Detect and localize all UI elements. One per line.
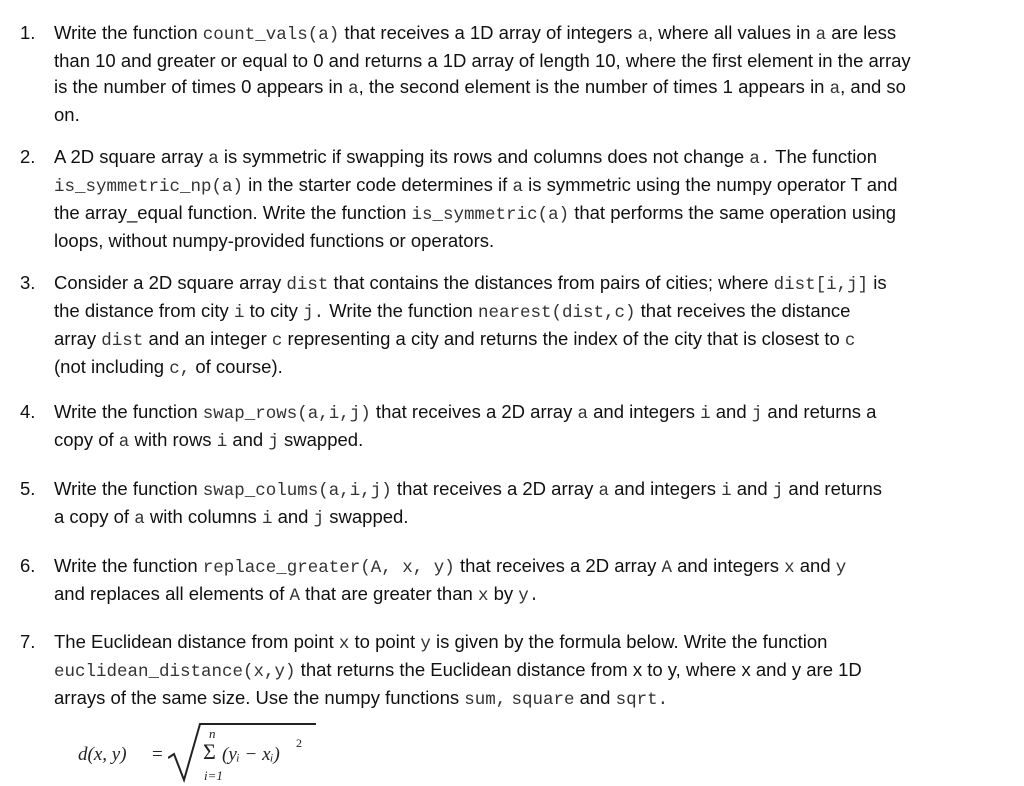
text-line <box>54 144 1004 172</box>
code-span: a <box>577 404 588 424</box>
text-span: and <box>710 401 752 422</box>
item-number: 1. <box>20 22 36 43</box>
code-span: y. <box>518 586 540 606</box>
text-span: is symmetric using the numpy operator T and <box>522 174 898 195</box>
code-span: y <box>835 558 847 578</box>
text-span: are less <box>826 22 897 43</box>
text-span: of course). <box>190 356 283 377</box>
code-span: j. <box>303 303 325 323</box>
text-line <box>54 172 1004 200</box>
text-span: representing a city and returns the index of the city that is closest to <box>282 328 845 349</box>
text-span: and returns a <box>762 401 877 422</box>
code-span: j <box>313 509 325 529</box>
code-span: i <box>216 432 228 452</box>
code-span: is_symmetric_np(a) <box>54 177 244 197</box>
text-span: and integers <box>587 401 701 422</box>
text-span: to point <box>349 631 421 652</box>
code-span: a <box>134 509 145 529</box>
text-span: and returns <box>783 478 883 499</box>
text-line <box>54 200 1004 228</box>
text-span: and <box>574 687 616 708</box>
text-span: in the starter code determines if <box>243 174 513 195</box>
text-span: Write the function <box>54 22 203 43</box>
text-line <box>54 553 1004 581</box>
item-text <box>54 476 1004 532</box>
text-span: Write the function <box>54 555 203 576</box>
code-span: j <box>772 481 784 501</box>
code-span: x <box>338 634 350 654</box>
item-number: 4. <box>20 401 36 422</box>
text-span: by <box>488 583 519 604</box>
code-span: j <box>268 432 279 452</box>
text-span: and <box>794 555 836 576</box>
text-span: and an integer <box>143 328 272 349</box>
code-span: a <box>815 25 827 45</box>
code-span: a <box>512 177 523 197</box>
code-span: x <box>477 586 489 606</box>
text-span: that receives the distance <box>635 300 851 321</box>
item-number: 6. <box>20 555 36 576</box>
text-span: is given by the formula below. Write the function <box>430 631 828 652</box>
text-line <box>54 504 1004 532</box>
item-number: 3. <box>20 272 36 293</box>
text-span: Consider a 2D square array <box>54 272 287 293</box>
text-span: with columns <box>144 506 262 527</box>
text-span: than 10 and greater or equal to 0 and returns a 1D array of length 10, where the first element in the array <box>54 50 911 71</box>
text-span: loops, without numpy-provided functions or operators. <box>54 230 495 251</box>
text-span: (not including <box>54 356 170 377</box>
text-line <box>54 298 1004 326</box>
text-line <box>54 657 1004 685</box>
text-span: that are greater than <box>300 583 478 604</box>
code-span: dist[i,j] <box>773 275 869 295</box>
code-span: i <box>721 481 732 501</box>
text-line <box>54 20 1004 48</box>
text-line <box>54 354 1004 382</box>
text-span: is the number of times 0 appears in <box>54 76 349 97</box>
item-number: 2. <box>20 146 36 167</box>
item-text <box>54 399 1004 455</box>
text-line <box>54 476 1004 504</box>
euclidean-formula <box>78 722 338 786</box>
text-span: Write the function <box>54 478 203 499</box>
text-span: and replaces all elements of <box>54 583 290 604</box>
text-span: on. <box>54 104 80 125</box>
text-span: to city <box>244 300 304 321</box>
text-span: , and so <box>840 76 906 97</box>
text-line <box>54 74 1004 102</box>
code-span: dist <box>101 331 144 351</box>
code-span: sum, <box>464 690 507 710</box>
code-span: a. <box>749 149 771 169</box>
text-span: Write the function <box>324 300 478 321</box>
code-span: j <box>751 404 763 424</box>
text-span: that performs the same operation using <box>569 202 897 223</box>
text-span: array <box>54 328 102 349</box>
text-line <box>54 102 1004 128</box>
text-span: that contains the distances from pairs of cities; where <box>328 272 774 293</box>
code-span: i <box>261 509 273 529</box>
text-span: swapped. <box>278 429 364 450</box>
text-span: The Euclidean distance from point <box>54 631 339 652</box>
item-number: 5. <box>20 478 36 499</box>
text-span: and <box>731 478 773 499</box>
item-text <box>54 144 1004 254</box>
text-line <box>54 326 1004 354</box>
item-text <box>54 20 1004 128</box>
text-line <box>54 581 1004 609</box>
code-span: y <box>420 634 431 654</box>
code-span: i <box>233 303 245 323</box>
text-line <box>54 629 1004 657</box>
exponent: 2 <box>296 736 302 750</box>
code-span: is_symmetric(a) <box>411 205 570 225</box>
text-span: that receives a 1D array of integers <box>339 22 638 43</box>
item-number: 7. <box>20 631 36 652</box>
code-span: i <box>700 404 711 424</box>
text-span: that receives a 2D array <box>454 555 662 576</box>
text-line <box>54 399 1004 427</box>
code-span: a <box>637 25 649 45</box>
code-span: square <box>511 690 575 710</box>
text-line <box>54 48 1004 74</box>
code-span: sqrt. <box>615 690 669 710</box>
code-span: dist <box>286 275 329 295</box>
code-span: nearest(dist,c) <box>477 303 636 323</box>
text-span: that receives a 2D array <box>370 401 578 422</box>
text-span: copy of <box>54 429 119 450</box>
item-text <box>54 553 1004 609</box>
text-span: a copy of <box>54 506 135 527</box>
code-span: a <box>598 481 609 501</box>
sum-upper-limit: n <box>209 726 216 741</box>
text-line <box>54 228 1004 254</box>
code-span: c <box>844 331 856 351</box>
item-text <box>54 270 1004 382</box>
text-line <box>54 685 1004 713</box>
text-span: , the second element is the number of times 1 appears in <box>358 76 830 97</box>
sum-lower-limit: i=1 <box>204 768 223 783</box>
formula-lhs: d(x, y) <box>78 744 127 765</box>
text-span: that returns the Euclidean distance from x to y, where x and y are 1D <box>295 659 862 680</box>
text-span: swapped. <box>324 506 409 527</box>
text-line <box>54 270 1004 298</box>
code-span: c, <box>169 359 191 379</box>
code-span: c <box>271 331 283 351</box>
text-span: is symmetric if swapping its rows and columns does not change <box>218 146 750 167</box>
text-span: and <box>227 429 269 450</box>
text-span: A 2D square array <box>54 146 209 167</box>
code-span: replace_greater(A, x, y) <box>202 558 455 578</box>
text-span: and <box>272 506 314 527</box>
text-span: , where all values in <box>648 22 816 43</box>
text-span: The function <box>770 146 877 167</box>
code-span: swap_colums(a,i,j) <box>202 481 392 501</box>
text-span: is <box>868 272 887 293</box>
sigma-symbol: Σ <box>203 739 216 764</box>
text-span: that receives a 2D array <box>391 478 599 499</box>
text-span: and integers <box>608 478 722 499</box>
text-span: the array_equal function. Write the function <box>54 202 412 223</box>
code-span: swap_rows(a,i,j) <box>202 404 371 424</box>
code-span: A <box>661 558 672 578</box>
text-span: and integers <box>672 555 785 576</box>
item-text <box>54 629 1004 713</box>
code-span: euclidean_distance(x,y) <box>54 662 296 682</box>
summand: (yᵢ − xᵢ) <box>222 744 280 765</box>
code-span: a <box>208 149 219 169</box>
code-span: a <box>829 79 841 99</box>
text-span: the distance from city <box>54 300 234 321</box>
text-span: Write the function <box>54 401 203 422</box>
code-span: a <box>348 79 359 99</box>
formula-equals: = <box>152 744 163 765</box>
code-span: x <box>784 558 795 578</box>
code-span: A <box>289 586 301 606</box>
text-line <box>54 427 1004 455</box>
code-span: a <box>118 432 130 452</box>
text-span: arrays of the same size. Use the numpy functions <box>54 687 465 708</box>
text-span: with rows <box>129 429 217 450</box>
code-span: count_vals(a) <box>202 25 340 45</box>
